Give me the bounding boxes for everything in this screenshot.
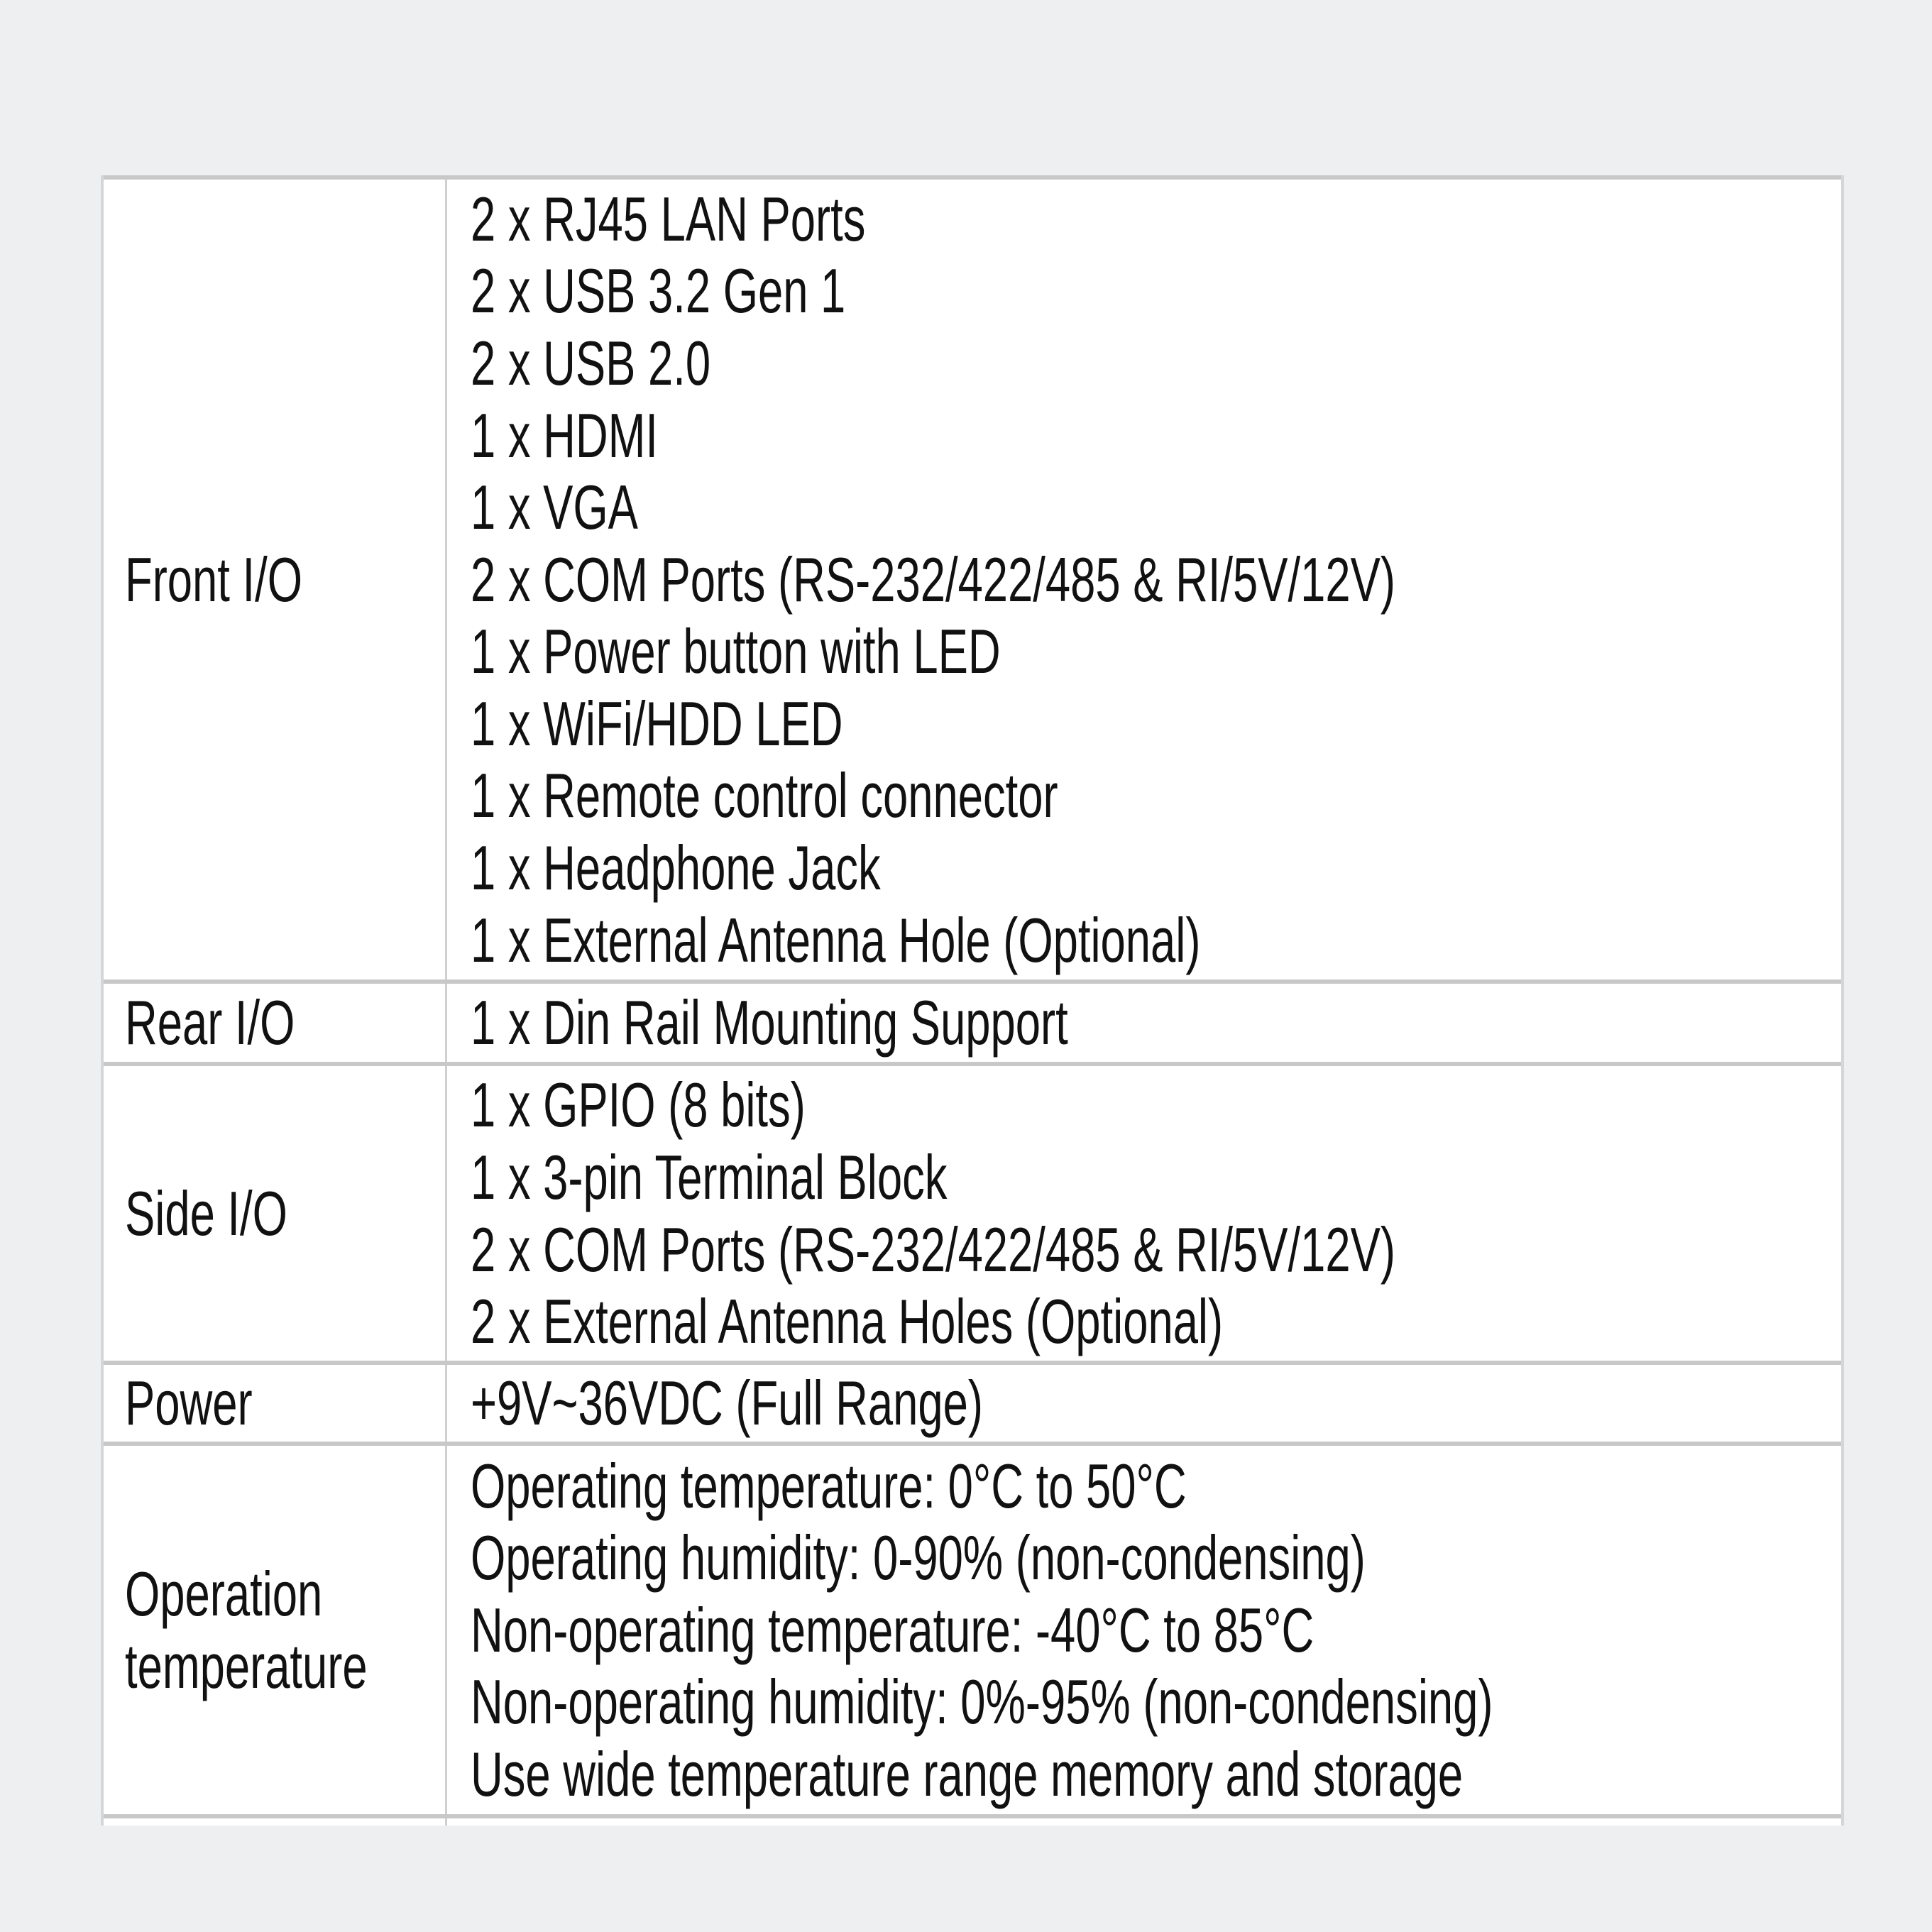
spec-value: Use wide temperature range memory and storage <box>471 1738 1464 1809</box>
spec-label: temperature <box>125 1630 368 1701</box>
spec-row <box>104 175 1841 979</box>
spec-value: 1 x VGA <box>471 472 638 543</box>
spec-value: Non-operating temperature: -40°C to 85°C <box>471 1594 1314 1665</box>
spec-label-cell <box>104 180 447 979</box>
spec-value-cell <box>447 1446 1891 1814</box>
spec-value: 1 x WiFi/HDD LED <box>471 688 843 759</box>
spec-row <box>104 1361 1841 1442</box>
spec-label: Front I/O <box>125 544 302 615</box>
spec-label-cell <box>104 1365 447 1442</box>
spec-value: 2 x USB 3.2 Gen 1 <box>471 256 846 326</box>
spec-label: Rear I/O <box>125 987 295 1058</box>
spec-value: Non-operating humidity: 0%-95% (non-condensing) <box>471 1667 1493 1738</box>
spec-value: 2 x External Antenna Holes (Optional) <box>471 1286 1224 1357</box>
spec-value: +9V~36VDC (Full Range) <box>471 1368 983 1439</box>
spec-label: Power <box>125 1368 253 1439</box>
spec-row <box>104 1442 1841 1814</box>
spec-value: 2 x COM Ports (RS-232/422/485 & RI/5V/12V) <box>471 544 1395 615</box>
spec-label-cell <box>104 984 447 1062</box>
spec-table <box>101 175 1844 1826</box>
spec-label: Operation <box>125 1558 323 1629</box>
spec-value: 1 x Power button with LED <box>471 616 1001 687</box>
spec-label-cell <box>104 1066 447 1361</box>
spec-value: 1 x External Antenna Hole (Optional) <box>471 904 1201 975</box>
partial-next-row <box>104 1814 1841 1826</box>
spec-value-cell <box>447 180 1841 979</box>
spec-value: 1 x Headphone Jack <box>471 833 881 904</box>
spec-value-cell <box>447 984 1841 1062</box>
spec-value: 2 x COM Ports (RS-232/422/485 & RI/5V/12V) <box>471 1214 1395 1285</box>
spec-value: 1 x HDMI <box>471 400 659 471</box>
spec-label-cell <box>104 1446 447 1814</box>
spec-value-cell <box>447 1066 1841 1361</box>
spec-value: 1 x GPIO (8 bits) <box>471 1070 806 1141</box>
spec-value: 2 x RJ45 LAN Ports <box>471 183 866 254</box>
spec-label: Side I/O <box>125 1178 287 1248</box>
spec-row <box>104 1062 1841 1361</box>
spec-value: 1 x Din Rail Mounting Support <box>471 987 1068 1058</box>
spec-value: 1 x Remote control connector <box>471 760 1058 831</box>
spec-value-cell <box>447 1365 1841 1442</box>
spec-value: 1 x 3-pin Terminal Block <box>471 1141 948 1212</box>
spec-value: 2 x USB 2.0 <box>471 327 711 398</box>
spec-value: Operating humidity: 0-90% (non-condensing) <box>471 1522 1366 1593</box>
spec-row <box>104 979 1841 1062</box>
spec-value: Operating temperature: 0°C to 50°C <box>471 1450 1187 1521</box>
